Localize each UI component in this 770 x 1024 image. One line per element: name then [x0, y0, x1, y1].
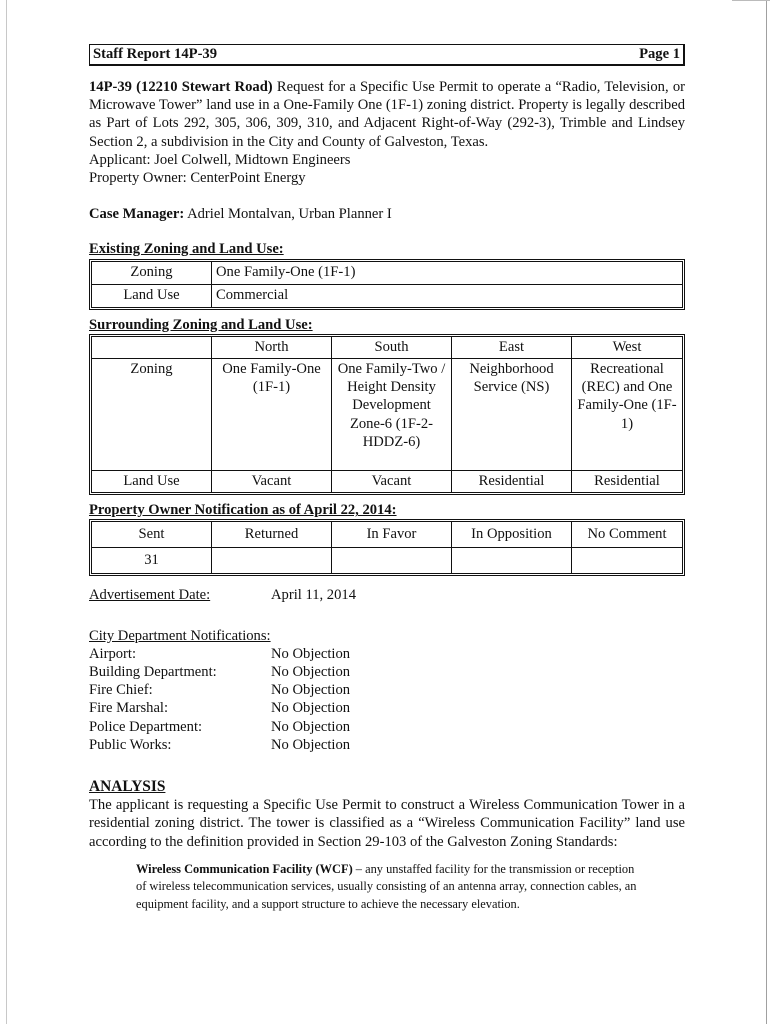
header-sent: Sent [138, 526, 165, 543]
header-returned: Returned [211, 522, 331, 547]
department-notifications [89, 627, 685, 754]
zoning-south: One Family-Two / Height Density Development Zone-6 (1F-2-HDDZ-6) [331, 358, 451, 470]
existing-land-use-value: Commercial [211, 284, 682, 307]
scan-edge-right [766, 0, 767, 1024]
land-use-north: Vacant [211, 470, 331, 492]
zoning-west: Recreational (REC) and One Family-One (1F-1) [571, 358, 682, 470]
case-manager-label: Case Manager: [89, 206, 185, 223]
department-name: Public Works: [89, 736, 172, 753]
department-name: Fire Chief: [89, 682, 153, 699]
header-west: West [571, 337, 682, 358]
surrounding-zoning-title: Surrounding Zoning and Land Use: [89, 316, 313, 333]
existing-zoning-title: Existing Zoning and Land Use: [89, 241, 284, 258]
zoning-east: Neighborhood Service (NS) [451, 358, 571, 470]
list-item [89, 645, 685, 663]
report-header [89, 44, 685, 66]
list-item [89, 736, 685, 754]
surrounding-zoning-table [89, 334, 685, 495]
department-status: No Objection [271, 682, 351, 699]
in-favor-value [331, 547, 451, 573]
request-summary [89, 78, 685, 151]
list-item [89, 681, 685, 699]
land-use-east: Residential [451, 470, 571, 492]
existing-land-use-label: Land Use [92, 284, 211, 307]
scan-corner-mark [732, 0, 770, 1]
wcf-definition [136, 861, 645, 914]
scan-edge-left [6, 0, 7, 1024]
advertisement-value: April 11, 2014 [271, 587, 356, 604]
no-comment-value [571, 547, 682, 573]
list-item [89, 663, 685, 681]
in-opposition-value [451, 547, 571, 573]
list-item [89, 699, 685, 717]
department-notifications-title: City Department Notifications: [89, 627, 271, 644]
zoning-label: Zoning [92, 358, 211, 470]
department-status: No Objection [271, 700, 351, 717]
department-status: No Objection [271, 736, 351, 753]
existing-zoning-label: Zoning [130, 263, 173, 280]
land-use-west: Residential [571, 470, 682, 492]
table-cell [92, 337, 211, 358]
wcf-term: Wireless Communication Facility (WCF) [136, 861, 353, 876]
analysis-section [89, 778, 685, 913]
existing-zoning-table [89, 259, 685, 310]
table-header-row [92, 337, 682, 358]
department-status: No Objection [271, 645, 351, 662]
case-id: 14P-39 (12210 Stewart Road) [89, 79, 273, 95]
returned-value [211, 547, 331, 573]
header-no-comment: No Comment [571, 522, 682, 547]
existing-zoning-value: One Family-One (1F-1) [211, 262, 682, 284]
wcf-definition-text: – any unstaffed facility for the transmission or reception of wireless telecommunication services, usually consisting of an antenna array, connection cables, an equipment facility, and a support structure to achieve the necessary elevation. [136, 861, 637, 911]
header-in-favor: In Favor [331, 522, 451, 547]
case-manager [89, 205, 685, 223]
header-south: South [331, 337, 451, 358]
analysis-title: ANALYSIS [89, 778, 166, 796]
department-name: Fire Marshal: [89, 700, 169, 717]
table-row [92, 358, 682, 470]
department-name: Airport: [89, 645, 137, 662]
zoning-north: One Family-One (1F-1) [211, 358, 331, 470]
table-row [92, 284, 682, 307]
table-row [92, 470, 682, 492]
page-number: Page 1 [639, 46, 680, 63]
notification-table [89, 519, 685, 576]
applicant: Applicant: Joel Colwell, Midtown Engineers [89, 151, 351, 168]
land-use-label: Land Use [92, 470, 211, 492]
department-name: Building Department: [89, 664, 217, 681]
request-text: Request for a Specific Use Permit to operate a “Radio, Television, or Microwave Tower” land use in a One-Family One (1F-1) zoning district. Property is legally described as Part of Lots 292, 305, 306, 309, 310, and Adjacent Right-of-Way (292-3), Trimble and Lindsey Section 2, a subdivision in the City and County of Galveston, Texas. [89, 79, 685, 150]
notification-title: Property Owner Notification as of April 22, 2014: [89, 502, 397, 519]
report-title: Staff Report 14P-39 [93, 46, 218, 63]
advertisement-date [89, 586, 685, 604]
table-row [92, 262, 682, 284]
analysis-text: The applicant is requesting a Specific Use Permit to construct a Wireless Communication Tower in a residential zoning district. The tower is classified as a “Wireless Communication Facility” land use according to the definition provided in Section 29-103 of the Galveston Zoning Standards: [89, 797, 685, 850]
land-use-south: Vacant [331, 470, 451, 492]
advertisement-label: Advertisement Date: [89, 587, 211, 604]
header-north: North [211, 337, 331, 358]
table-header-row [92, 522, 682, 547]
department-name: Police Department: [89, 718, 203, 735]
sent-value: 31 [92, 547, 211, 573]
list-item [89, 718, 685, 736]
property-owner: Property Owner: CenterPoint Energy [89, 170, 306, 187]
case-manager-value: Adriel Montalvan, Urban Planner I [184, 206, 392, 223]
department-status: No Objection [271, 718, 351, 735]
header-in-opposition: In Opposition [451, 522, 571, 547]
table-row [92, 547, 682, 573]
department-status: No Objection [271, 664, 351, 681]
header-east: East [451, 337, 571, 358]
report-content [89, 44, 685, 913]
